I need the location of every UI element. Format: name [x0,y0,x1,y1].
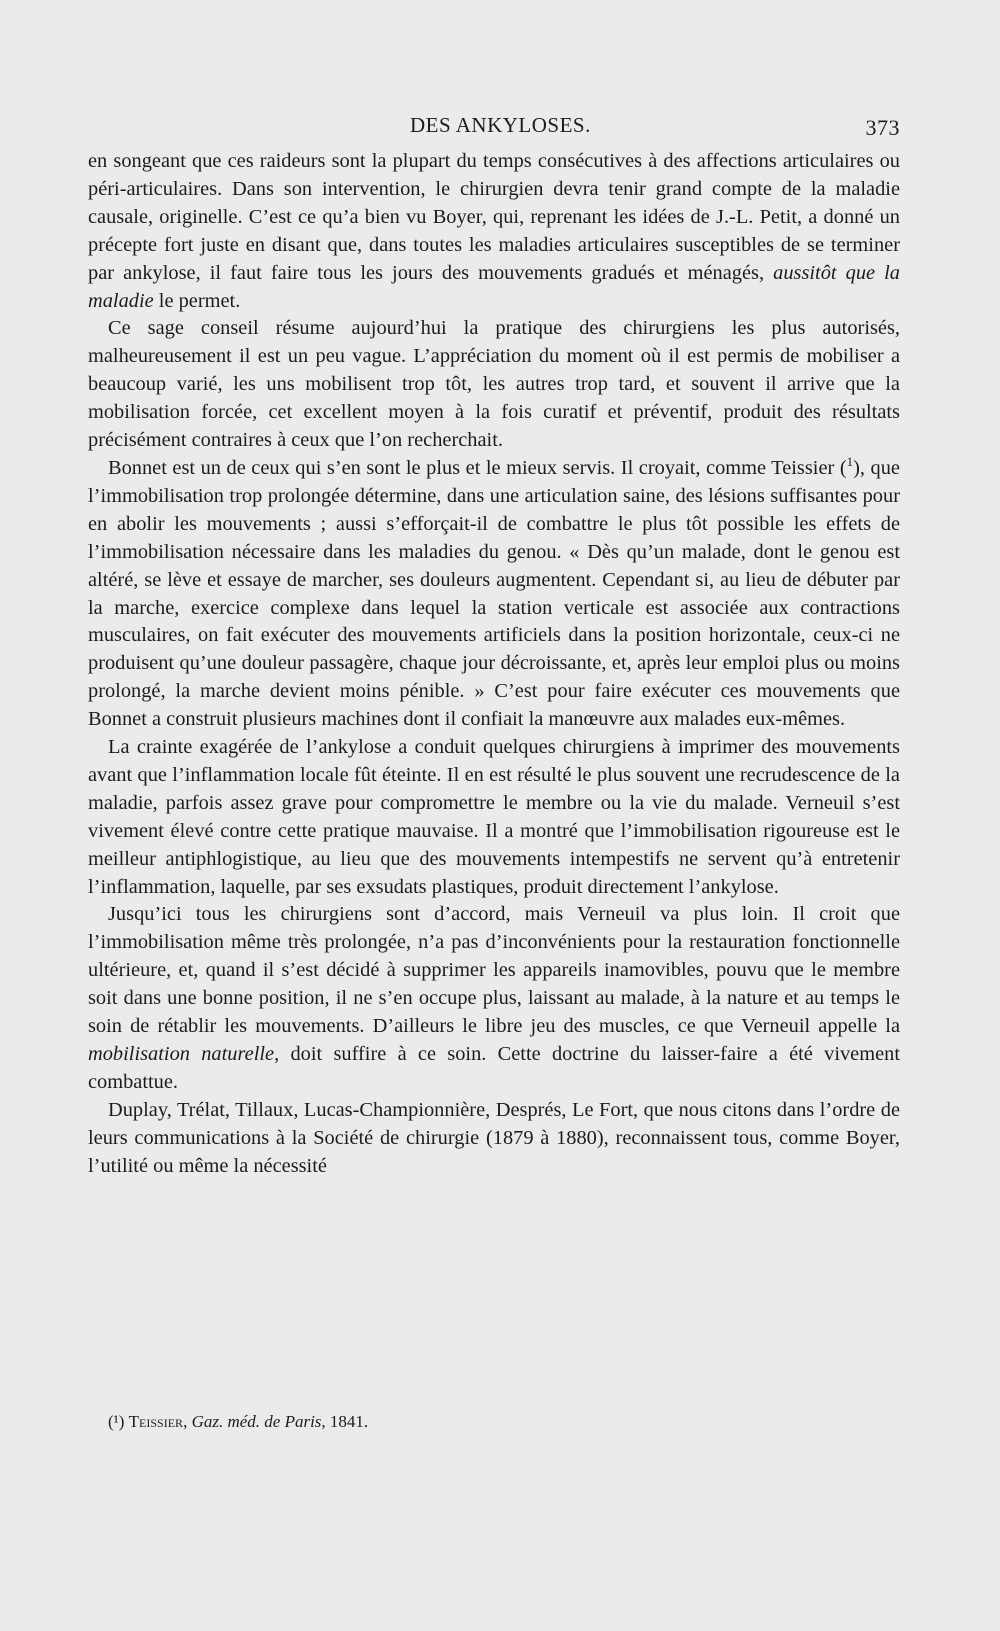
footnote: (¹) Teissier, Gaz. méd. de Paris, 1841. [108,1412,369,1431]
footnote-year: , 1841. [321,1412,369,1431]
footnote-author: Teissier [128,1412,184,1431]
paragraph-6: Duplay, Trélat, Tillaux, Lucas-Championnière, Després, Le Fort, que nous citons dans l’ordre de leurs communications à la Société de chirurgie (1879 à 1880), reconnaissent tous, comme Boyer, l’utilité ou même la nécessité [88,1098,900,1177]
paragraph-3: Bonnet est un de ceux qui s’en sont le plus et le mieux servis. Il croyait, comme Teissier ($^1$), que l’immobilisation trop prolongée détermine, dans une articulation saine, des lésions suffisantes pour en abolir les mouvements ; aussi s’efforçait-il de combattre le plus tôt possible les effets de l’immobilisation nécessaire dans les maladies du genou. « Dès qu’un malade, dont le genou est altéré, se lève et essaye de marcher, ses douleurs augmentent. Cependant si, au lieu de débuter par la marche, exercice complexe dans lequel la station verticale est associée aux contractions musculaires, on fait exécuter des mouvements artificiels dans la position horizontale, ceux-ci ne produisent qu’une douleur passagère, chaque jour décroissante, et, après leur emploi plus ou moins prolongé, la marche devient moins pénible. » C’est pour faire exécuter ces mouvements que Bonnet a construit plusieurs machines dont il confiait la manœuvre aux malades eux-mêmes. [88,454,900,731]
footnote-ref: 1 [846,454,854,470]
body-text [88,148,900,1181]
paragraph-1: en songeant que ces raideurs sont la plupart du temps consécutives à des affections articulaires ou péri-articulaires. Dans son intervention, le chirurgien devra tenir grand compte de la maladie causale, originelle. C’est ce qu’a bien vu Boyer, qui, reprenant les idées de J.-L. Petit, a donné un précepte fort juste en disant que, dans toutes les maladies articulaires susceptibles de se terminer par ankylose, il faut faire tous les jours des mouvements gradués et ménagés, aussitôt que la maladie le permet. [88,150,900,312]
footnote-mark: (¹) [108,1412,125,1431]
footnote-journal: Gaz. méd. de Paris [191,1412,322,1431]
italic-phrase: mobilisation naturelle [88,1043,275,1065]
running-head [80,113,900,143]
italic-phrase: aussitôt que la maladie [88,261,900,312]
paragraph-5: Jusqu’ici tous les chirurgiens sont d’accord, mais Verneuil va plus loin. Il croit que l’immobilisation même très prolongée, n’a pas d’inconvénients pour la restauration fonctionnelle ultérieure, et, quand il s’est décidé à supprimer les appareils inamovibles, pouvu que le membre soit dans une bonne position, il ne s’en occupe plus, laissant au malade, à la nature et au temps le soin de rétablir les mouvements. D’ailleurs le libre jeu des muscles, ce que Verneuil appelle la mobilisation naturelle, doit suffire à ce soin. Cette doctrine du laisser-faire a été vivement combattue. [88,903,901,1093]
paragraph-4: La crainte exagérée de l’ankylose a conduit quelques chirurgiens à imprimer des mouvements avant que l’inflammation locale fût éteinte. Il en est résulté le plus souvent une recrudescence de la maladie, parfois assez grave pour compromettre le membre ou la vie du malade. Verneuil s’est vivement élevé contre cette pratique mauvaise. Il a montré que l’immobilisation rigoureuse est le meilleur antiphlogistique, au lieu que des mouvements intempestifs ne servent qu’à entretenir l’inflammation, laquelle, par ses exsudats plastiques, produit directement l’ankylose. [88,736,900,898]
page-number: 373 [865,115,900,140]
paragraph-2: Ce sage conseil résume aujourd’hui la pratique des chirurgiens les plus autorisés, malheureusement il est un peu vague. L’appréciation du moment où il est permis de mobiliser a beaucoup varié, les uns mobilisent trop tôt, les autres trop tard, et souvent il arrive que la mobilisation forcée, cet excellent moyen à la fois curatif et préventif, produit des résultats précisément contraires à ceux que l’on recherchait. [88,317,900,452]
running-title: DES ANKYLOSES. [410,113,591,137]
